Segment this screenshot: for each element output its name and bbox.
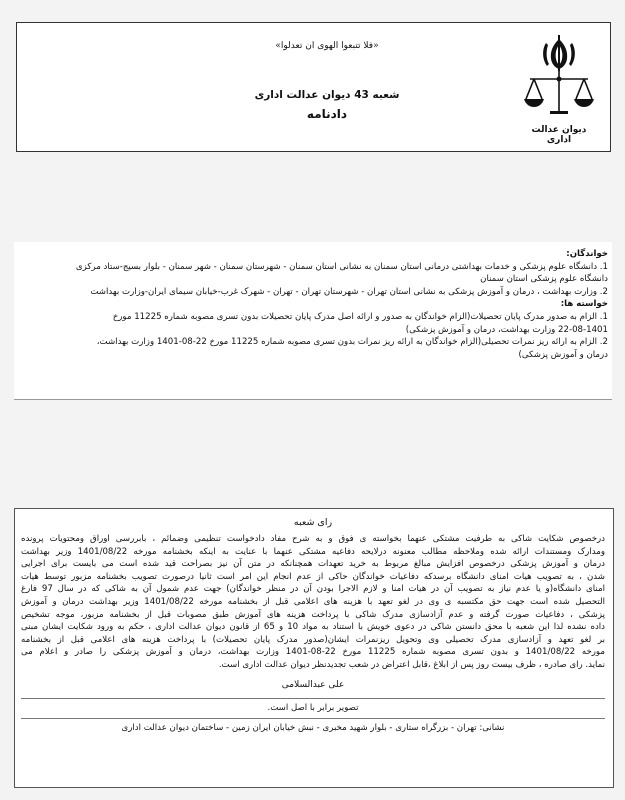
ruling-line: امنای دانشگاه(و یا عدم نیاز به تصویب آن در هیات امنا و لازم الاجرا بودن آن در منظر خواندگان) جهت عدم شمول آن به شاکی که در سال 97 فارغ [21,584,605,595]
ruling-line: درخصوص شکایت شاکی به طرفیت مشتکی عنهما بخواسته ی فوق و به شرح مفاد دادخواست تنظیمی وضمائم ، بابررسی اوراق ومحتویات پرونده [21,534,605,544]
ruling-line: التحصیل شده است جهت حق مکتسبه ی وی در لغو تعهد با هزینه های اعلامی قبل از بخشنامه مورخه 1401/08/22 وزیر بهداشت درمان و آموزش [21,596,605,607]
ruling-line: بر لغو تعهد و آزادسازی مدرک تحصیلی وی وتحویل ریزنمرات ایشان(صدور مدرک پایان تحصیلات) با پرداخت هزینه های اعلامی قبل از بخشنامه [21,634,605,645]
claim-line: 2. الزام به ارائه ریز نمرات تحصیلی(الزام خواندگان به ارائه ریز نمرات بدون تسری مصوبه شماره 11225 مورخ 22-08-1401 وزارت بهداشت، [96,337,608,348]
ruling-line: شدن ، به تصویب هیات امنای دانشگاه برسدکه دفاعیات خواندگان حاکی از عدم انجام این امر است ثانیا درصورت تصویب بخشنامه مزبور توسط هیات [21,571,605,582]
ruling-line: مورخه 1401/08/22 و بدون تسری مصوبه شماره 11225 مورخ 22-08-1401 وزارت بهداشت، درمان و آموزش پزشکی را صادر و اعلام می [21,647,605,658]
quran-motto: «فلا تتبعوا الهوی ان تعدلوا» [275,41,379,51]
document-header [16,22,611,152]
court-address: نشانی: تهران - بزرگراه ستاری - بلوار شهید مخبری - نبش خیابان ایران زمین - ساختمان دیوان عدالت اداری [21,718,605,733]
certified-copy-note: تصویر برابر با اصل است. [267,702,359,713]
defendant-line: دانشگاه علوم پزشکی استان سمنان [480,274,608,285]
ruling-title: رای شعبه [293,517,333,528]
ruling-section [14,508,614,788]
judge-signature-name: علی عبدالسلامی [281,679,345,690]
ruling-line: نماید. رای صادره ، ظرف بیست روز پس از ابلاغ ،قابل اعتراض در شعب تجدیدنظر دیوان عدالت اداری است. [218,659,605,670]
claims-heading: خواسته ها: [560,299,608,310]
claim-line: درمان و آموزش پزشکی) [518,349,608,360]
ruling-line: ومدارک ومستندات ارائه شده وملاحظه مطالب معنونه درلایحه دفاعیه مشتکی عنهما با عنایت به اینکه بخشنامه مورخه 1401/08/22 وزیر بهداشت [21,546,605,557]
footer-divider [21,698,605,699]
defendant-line: 2. وزارت بهداشت ، درمان و آموزش پزشکی به نشانی استان تهران - شهرستان تهران - تهران - شهرک غرب-خیابان سیمای ایران-وزارت بهداشت [90,286,608,297]
defendant-line: 1. دانشگاه علوم پزشکی و خدمات بهداشتی درمانی استان سمنان به نشانی استان سمنان - شهرستان سمنان - شهر سمنان - بلوار بسیج-ستاد مرکزی [75,261,608,272]
ruling-line: پزشکی ، دفاعیات صورت گرفته و عدم آزادسازی مدرک شاکی با پرداخت هزینه های آموزش طبق مصوبات قبل از بخشنامه مزبور، موجه تشخیص [21,609,605,620]
ruling-line: داده نشده لذا این شعبه با محق دانستن شاکی در دعوی خویش با استناد به مواد 10 و 65 از قانون دیوان عدالت اداری ، حکم به ورود شکایت ایشان مبنی [21,622,605,633]
court-name: دیوان عدالت اداری [531,125,587,145]
defendants-block [18,248,608,361]
defendants-section [14,242,612,400]
branch-title: شعبه 43 دیوان عدالت اداری [254,89,400,101]
ruling-block [21,517,605,733]
defendants-heading: خواندگان: [566,249,608,259]
ruling-line: درمان و آموزش پزشکی درخصوص افزایش مبالغ مربوط به خرید تعهدات همچنانکه در متن آن نیز بصراحت قید شده است می بایست برای اجرایی [21,559,605,570]
claim-line: 22-08-1401 وزارت بهداشت، درمان و آموزش پزشکی) [405,324,608,335]
claim-line: 1. الزام به صدور مدرک پایان تحصیلات(الزام خواندگان به صدور و ارائه اصل مدرک پایان تحصیلات بدون تسری مصوبه شماره 11225 مورخ [112,311,608,322]
verdict-title: دادنامه [306,107,348,121]
